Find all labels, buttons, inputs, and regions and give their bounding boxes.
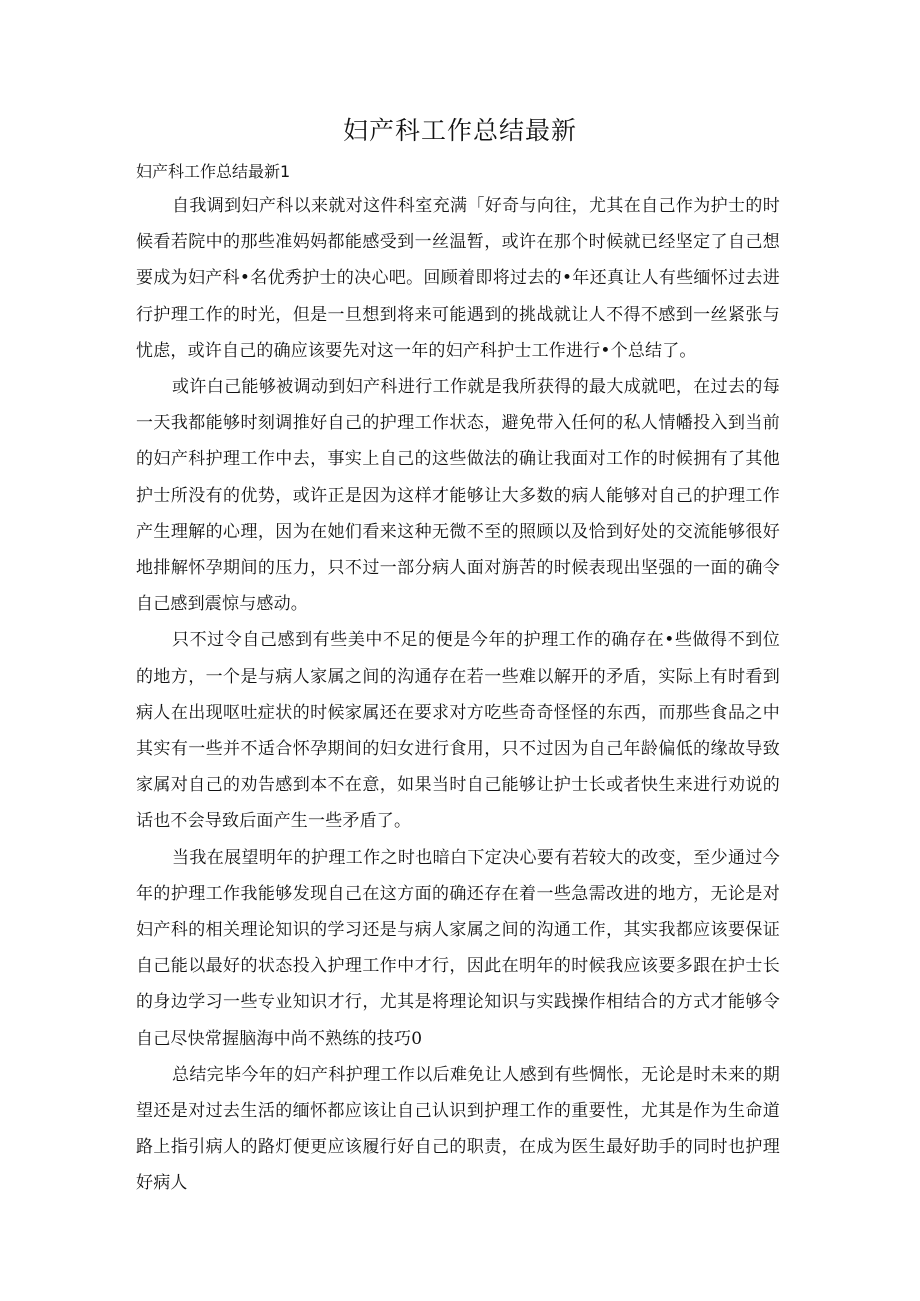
paragraph-1: 自我调到妇产科以来就对这件科室充满「好奇与向往，尤其在自己作为护士的时候看若院中的那些准妈妈都能感受到一丝温暂，或许在那个时候就已经坚定了自己想要成为妇产科•名优秀护士的决心吧。回顾着即将过去的•年还真让人有些缅怀过去进行护理工作的时光，但是一旦想到将来可能遇到的挑战就让人不得不感到一丝紧张与忧虑，或许自己的确应该要先对这一年的妇产科护士工作进行•个总结了。	[136, 196, 780, 361]
document-body	[136, 188, 780, 1202]
section-heading: 妇产科工作总结最新1	[136, 162, 291, 181]
paragraph-5: 总结完毕今年的妇产科护理工作以后难免让人感到有些惆怅，无论是时未来的期望还是对过去生活的缅怀都应该让自己认识到护理工作的重要性，尤其是作为生命道路上指引病人的路灯便更应该履行好自己的职责，在成为医生最好助手的同时也护理好病人	[136, 1064, 780, 1194]
paragraph-2: 或许白己能够被调动到妇产科进行工作就是我所获得的最大成就吧，在过去的每一天我都能够时刻调推好自己的护理工作状态，避免带入任何的私人情幡投入到当前的妇产科护理工作中去，事实上自己的这些做法的确让我面对工作的时候拥有了其他护士所没有的优势，或许正是因为这样才能够让大多数的病人能够对自己的护理工作产生理解的心理，因为在她们看来这种无微不至的照顾以及恰到好处的交流能够很好地排解怀孕期间的压力，只不过一部分病人面对旃苦的时候表现出坚强的一面的确令自己感到震惊与感动。	[136, 377, 780, 615]
paragraph-4: 当我在展望明年的护理工作之时也暗白下定决心要有若较大的改变，至少通过今年的护理工作我能够发现自己在这方面的确还存在着一些急需改进的地方，无论是对妇产科的相关理论知识的学习还是与病人家属之间的沟通工作，其实我都应该要保证自己能以最好的状态投入护理工作中才行，因此在明年的时候我应该要多跟在护士长的身边学习一些专业知识才行，尤其是将理论知识与实践操作相结合的方式才能够令自己尽快常握脑海中尚不熟练的技巧0	[136, 847, 780, 1049]
document-title: 妇产科工作总结最新	[342, 116, 577, 145]
paragraph-3: 只不过令自己感到有些美中不足的便是今年的护理工作的确存在•些做得不到位的地方，一个是与病人家属之间的沟通存在若一些难以解开的矛盾，实际上有时看到病人在出现呕吐症状的时候家属还在要求对方吃些奇奇怪怪的东西，而那些食品之中其实有一些并不适合怀孕期间的妇女进行食用，只不过因为自己年龄偏低的缘故导致家属对自己的劝告感到本不在意，如果当时自己能够让护士长或者快生来进行劝说的话也不会导致后面产生一些矛盾了。	[136, 630, 780, 832]
